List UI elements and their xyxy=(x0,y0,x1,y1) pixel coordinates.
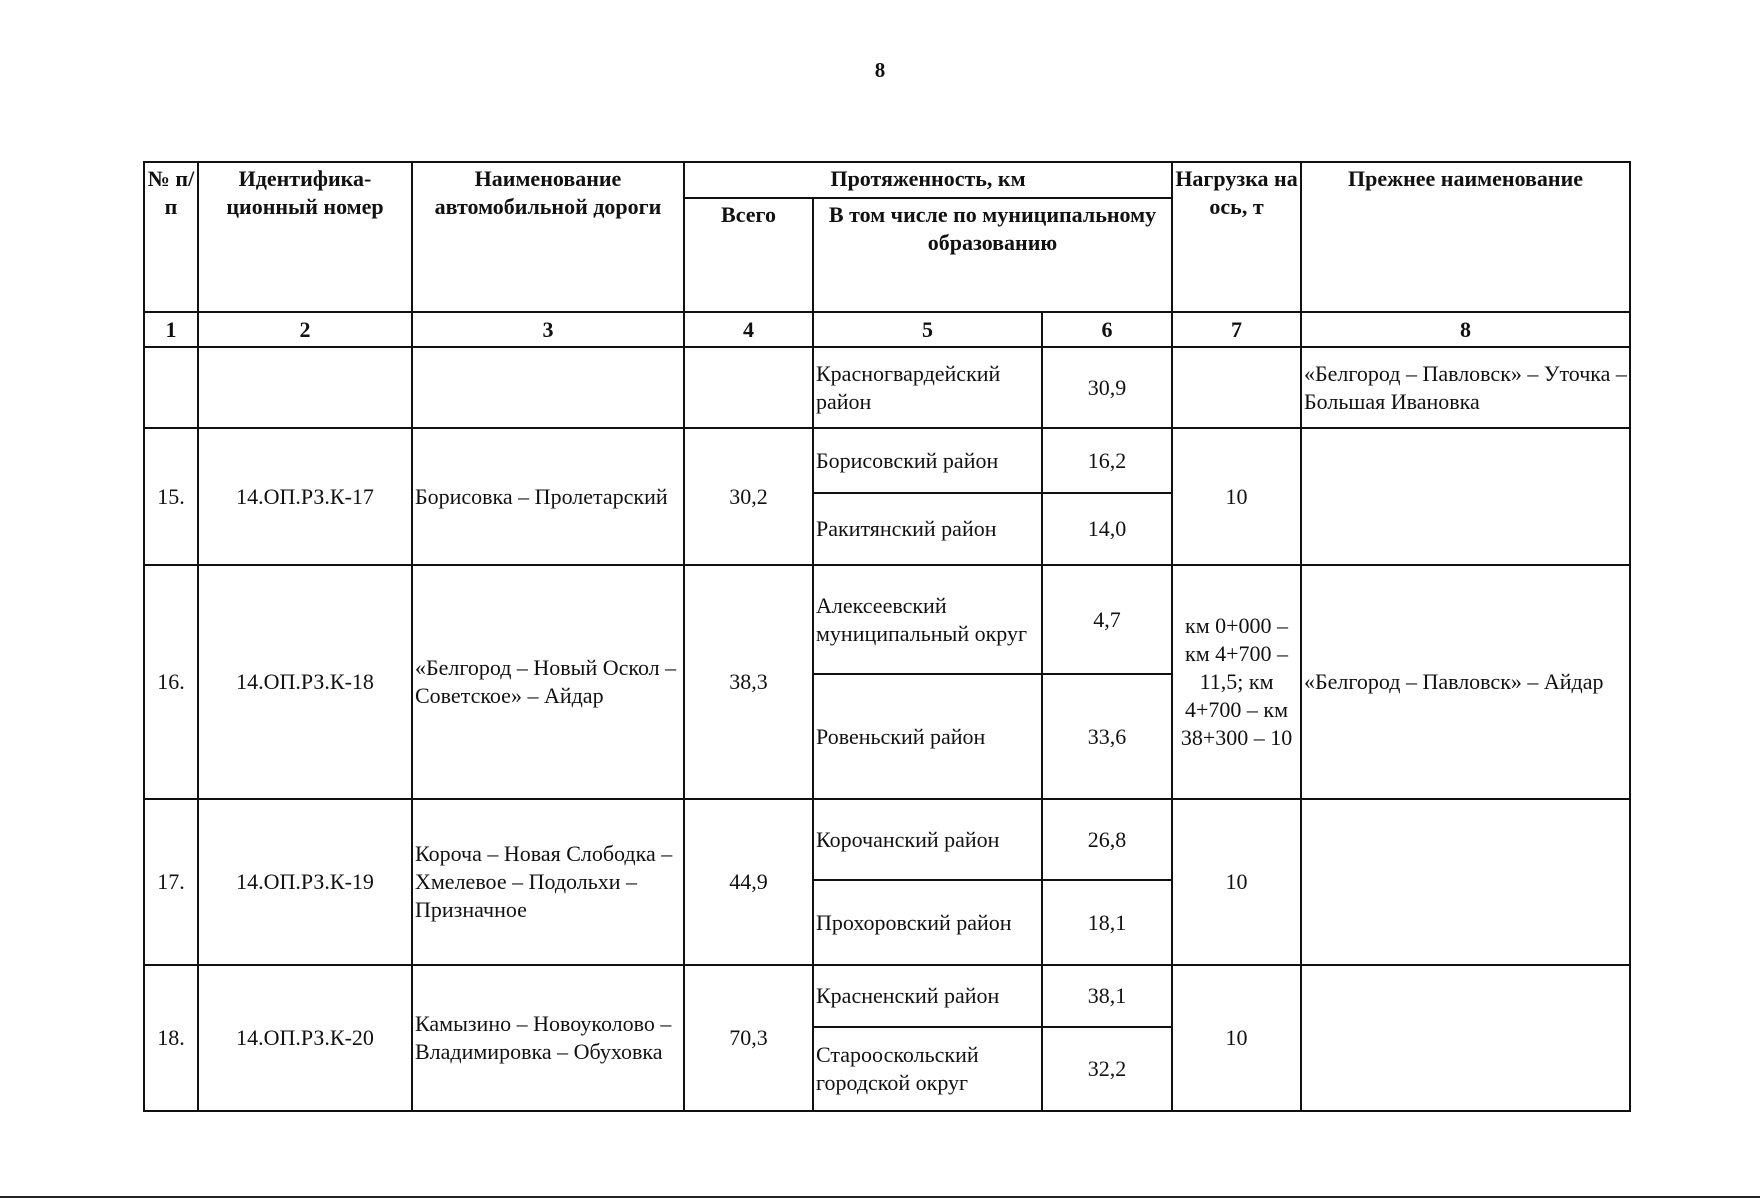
header-axle-load: Нагрузка на ось, т xyxy=(1172,162,1301,312)
district-cell: Старооскольский городской округ xyxy=(813,1027,1042,1111)
column-number: 1 xyxy=(144,312,198,347)
total-cell: 70,3 xyxy=(684,965,813,1111)
table-row xyxy=(144,428,1630,493)
road-name-cell xyxy=(412,347,684,428)
row-number-cell: 15. xyxy=(144,428,198,565)
district-cell: Борисовский район xyxy=(813,428,1042,493)
district-km-cell: 30,9 xyxy=(1042,347,1172,428)
district-cell: Красненский район xyxy=(813,965,1042,1027)
road-name-cell: Борисовка – Пролетарский xyxy=(412,428,684,565)
header-id-number: Идентифика-ционный номер xyxy=(198,162,412,312)
header-road-name: Наименование автомобильной дороги xyxy=(412,162,684,312)
road-name-cell: Короча – Новая Слободка – Хмелевое – Подольхи – Призначное xyxy=(412,799,684,965)
table-row xyxy=(144,565,1630,674)
id-cell: 14.ОП.РЗ.К-19 xyxy=(198,799,412,965)
district-cell: Прохоровский район xyxy=(813,880,1042,965)
load-cell: 10 xyxy=(1172,799,1301,965)
former-name-cell: «Белгород – Павловск» – Уточка – Большая Ивановка xyxy=(1301,347,1630,428)
header-municipal: В том числе по муниципальному образованию xyxy=(813,198,1172,312)
district-km-cell: 26,8 xyxy=(1042,799,1172,880)
road-name-cell: Камызино – Новоуколово – Владимировка – Обуховка xyxy=(412,965,684,1111)
roads-table xyxy=(143,161,1631,1112)
district-cell: Ровеньский район xyxy=(813,674,1042,799)
district-km-cell: 32,2 xyxy=(1042,1027,1172,1111)
district-cell: Ракитянский район xyxy=(813,493,1042,565)
former-name-cell: «Белгород – Павловск» – Айдар xyxy=(1301,565,1630,799)
former-name-cell xyxy=(1301,428,1630,565)
table-row xyxy=(144,347,1630,428)
header-row xyxy=(144,162,1630,198)
column-number: 8 xyxy=(1301,312,1630,347)
table-row xyxy=(144,799,1630,880)
id-cell: 14.ОП.РЗ.К-18 xyxy=(198,565,412,799)
district-km-cell: 33,6 xyxy=(1042,674,1172,799)
column-number: 4 xyxy=(684,312,813,347)
load-cell: 10 xyxy=(1172,965,1301,1111)
row-number-cell xyxy=(144,347,198,428)
district-km-cell: 16,2 xyxy=(1042,428,1172,493)
district-km-cell: 4,7 xyxy=(1042,565,1172,674)
district-cell: Алексеевский муниципальный округ xyxy=(813,565,1042,674)
former-name-cell xyxy=(1301,799,1630,965)
header-row-number: № п/п xyxy=(144,162,198,312)
column-number: 2 xyxy=(198,312,412,347)
district-cell: Корочанский район xyxy=(813,799,1042,880)
road-name-cell: «Белгород – Новый Оскол – Советское» – Айдар xyxy=(412,565,684,799)
page-number: 8 xyxy=(874,58,886,82)
header-former-name: Прежнее наименование xyxy=(1301,162,1630,312)
former-name-cell xyxy=(1301,965,1630,1111)
district-km-cell: 18,1 xyxy=(1042,880,1172,965)
column-number: 6 xyxy=(1042,312,1172,347)
id-cell: 14.ОП.РЗ.К-17 xyxy=(198,428,412,565)
district-cell: Красногвардейский район xyxy=(813,347,1042,428)
district-km-cell: 38,1 xyxy=(1042,965,1172,1027)
row-number-cell: 18. xyxy=(144,965,198,1111)
column-numbers-row xyxy=(144,312,1630,347)
total-cell: 30,2 xyxy=(684,428,813,565)
load-cell: км 0+000 – км 4+700 – 11,5; км 4+700 – км 38+300 – 10 xyxy=(1172,565,1301,799)
total-cell: 44,9 xyxy=(684,799,813,965)
column-number: 7 xyxy=(1172,312,1301,347)
load-cell: 10 xyxy=(1172,428,1301,565)
column-number: 3 xyxy=(412,312,684,347)
id-cell: 14.ОП.РЗ.К-20 xyxy=(198,965,412,1111)
district-km-cell: 14,0 xyxy=(1042,493,1172,565)
total-cell xyxy=(684,347,813,428)
row-number-cell: 16. xyxy=(144,565,198,799)
header-length: Протяженность, км xyxy=(684,162,1172,198)
load-cell xyxy=(1172,347,1301,428)
id-cell xyxy=(198,347,412,428)
row-number-cell: 17. xyxy=(144,799,198,965)
table-row xyxy=(144,965,1630,1027)
column-number: 5 xyxy=(813,312,1042,347)
header-total: Всего xyxy=(684,198,813,312)
total-cell: 38,3 xyxy=(684,565,813,799)
page-bottom-rule xyxy=(0,1196,1760,1198)
